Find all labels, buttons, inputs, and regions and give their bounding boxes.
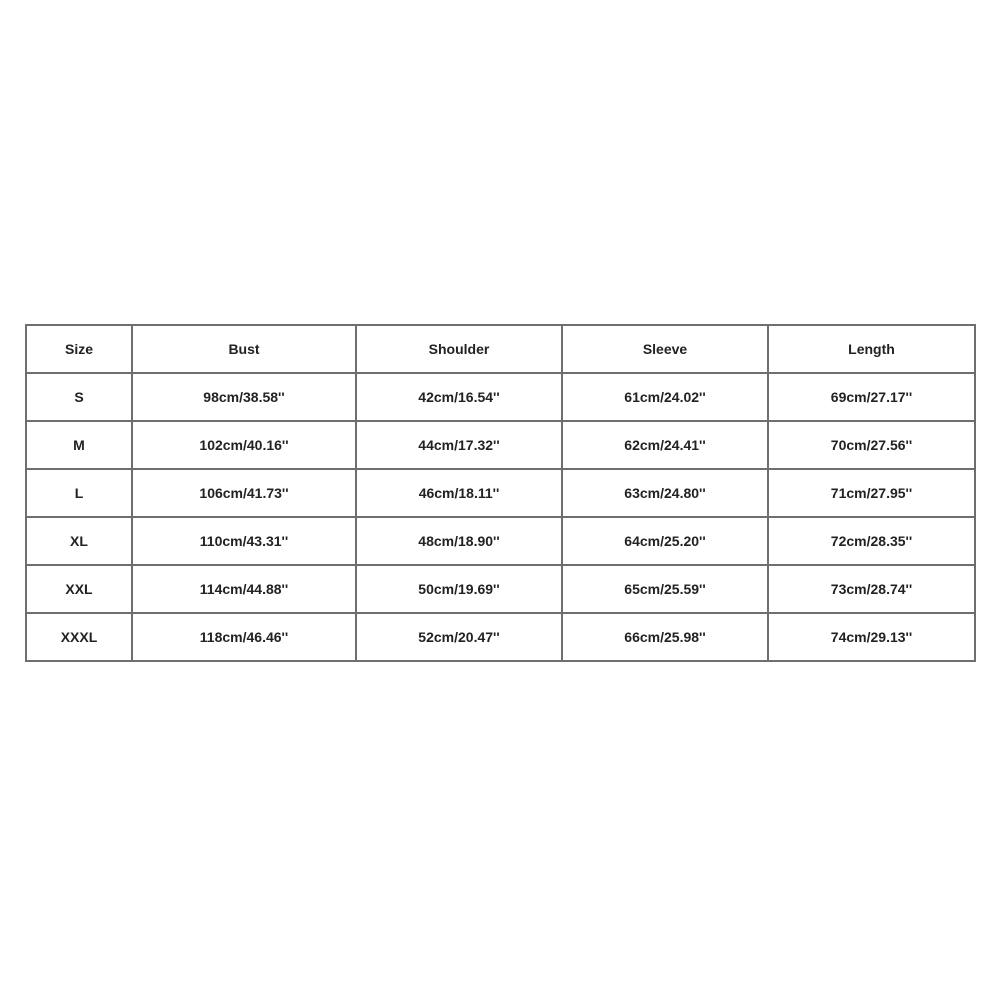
table-row: [26, 565, 975, 613]
cell-shoulder: 48cm/18.90'': [356, 517, 562, 565]
cell-bust: 110cm/43.31'': [132, 517, 356, 565]
cell-sleeve: 63cm/24.80'': [562, 469, 768, 517]
cell-length: 71cm/27.95'': [768, 469, 975, 517]
cell-shoulder: 42cm/16.54'': [356, 373, 562, 421]
cell-size: XL: [26, 517, 132, 565]
cell-sleeve: 61cm/24.02'': [562, 373, 768, 421]
cell-shoulder: 50cm/19.69'': [356, 565, 562, 613]
cell-bust: 118cm/46.46'': [132, 613, 356, 661]
cell-size: L: [26, 469, 132, 517]
cell-shoulder: 44cm/17.32'': [356, 421, 562, 469]
table-row: [26, 469, 975, 517]
cell-bust: 98cm/38.58'': [132, 373, 356, 421]
table-header-row: [26, 325, 975, 373]
cell-bust: 114cm/44.88'': [132, 565, 356, 613]
size-chart-table: [25, 324, 976, 662]
cell-bust: 102cm/40.16'': [132, 421, 356, 469]
header-size: Size: [26, 325, 132, 373]
cell-size: XXXL: [26, 613, 132, 661]
cell-size: XXL: [26, 565, 132, 613]
cell-bust: 106cm/41.73'': [132, 469, 356, 517]
cell-length: 69cm/27.17'': [768, 373, 975, 421]
cell-shoulder: 52cm/20.47'': [356, 613, 562, 661]
header-shoulder: Shoulder: [356, 325, 562, 373]
cell-sleeve: 65cm/25.59'': [562, 565, 768, 613]
table-row: [26, 421, 975, 469]
header-sleeve: Sleeve: [562, 325, 768, 373]
table-row: [26, 517, 975, 565]
cell-size: S: [26, 373, 132, 421]
cell-shoulder: 46cm/18.11'': [356, 469, 562, 517]
cell-length: 73cm/28.74'': [768, 565, 975, 613]
cell-length: 74cm/29.13'': [768, 613, 975, 661]
header-length: Length: [768, 325, 975, 373]
cell-sleeve: 64cm/25.20'': [562, 517, 768, 565]
header-bust: Bust: [132, 325, 356, 373]
cell-sleeve: 66cm/25.98'': [562, 613, 768, 661]
table-row: [26, 373, 975, 421]
table-row: [26, 613, 975, 661]
cell-length: 72cm/28.35'': [768, 517, 975, 565]
cell-length: 70cm/27.56'': [768, 421, 975, 469]
cell-size: M: [26, 421, 132, 469]
cell-sleeve: 62cm/24.41'': [562, 421, 768, 469]
